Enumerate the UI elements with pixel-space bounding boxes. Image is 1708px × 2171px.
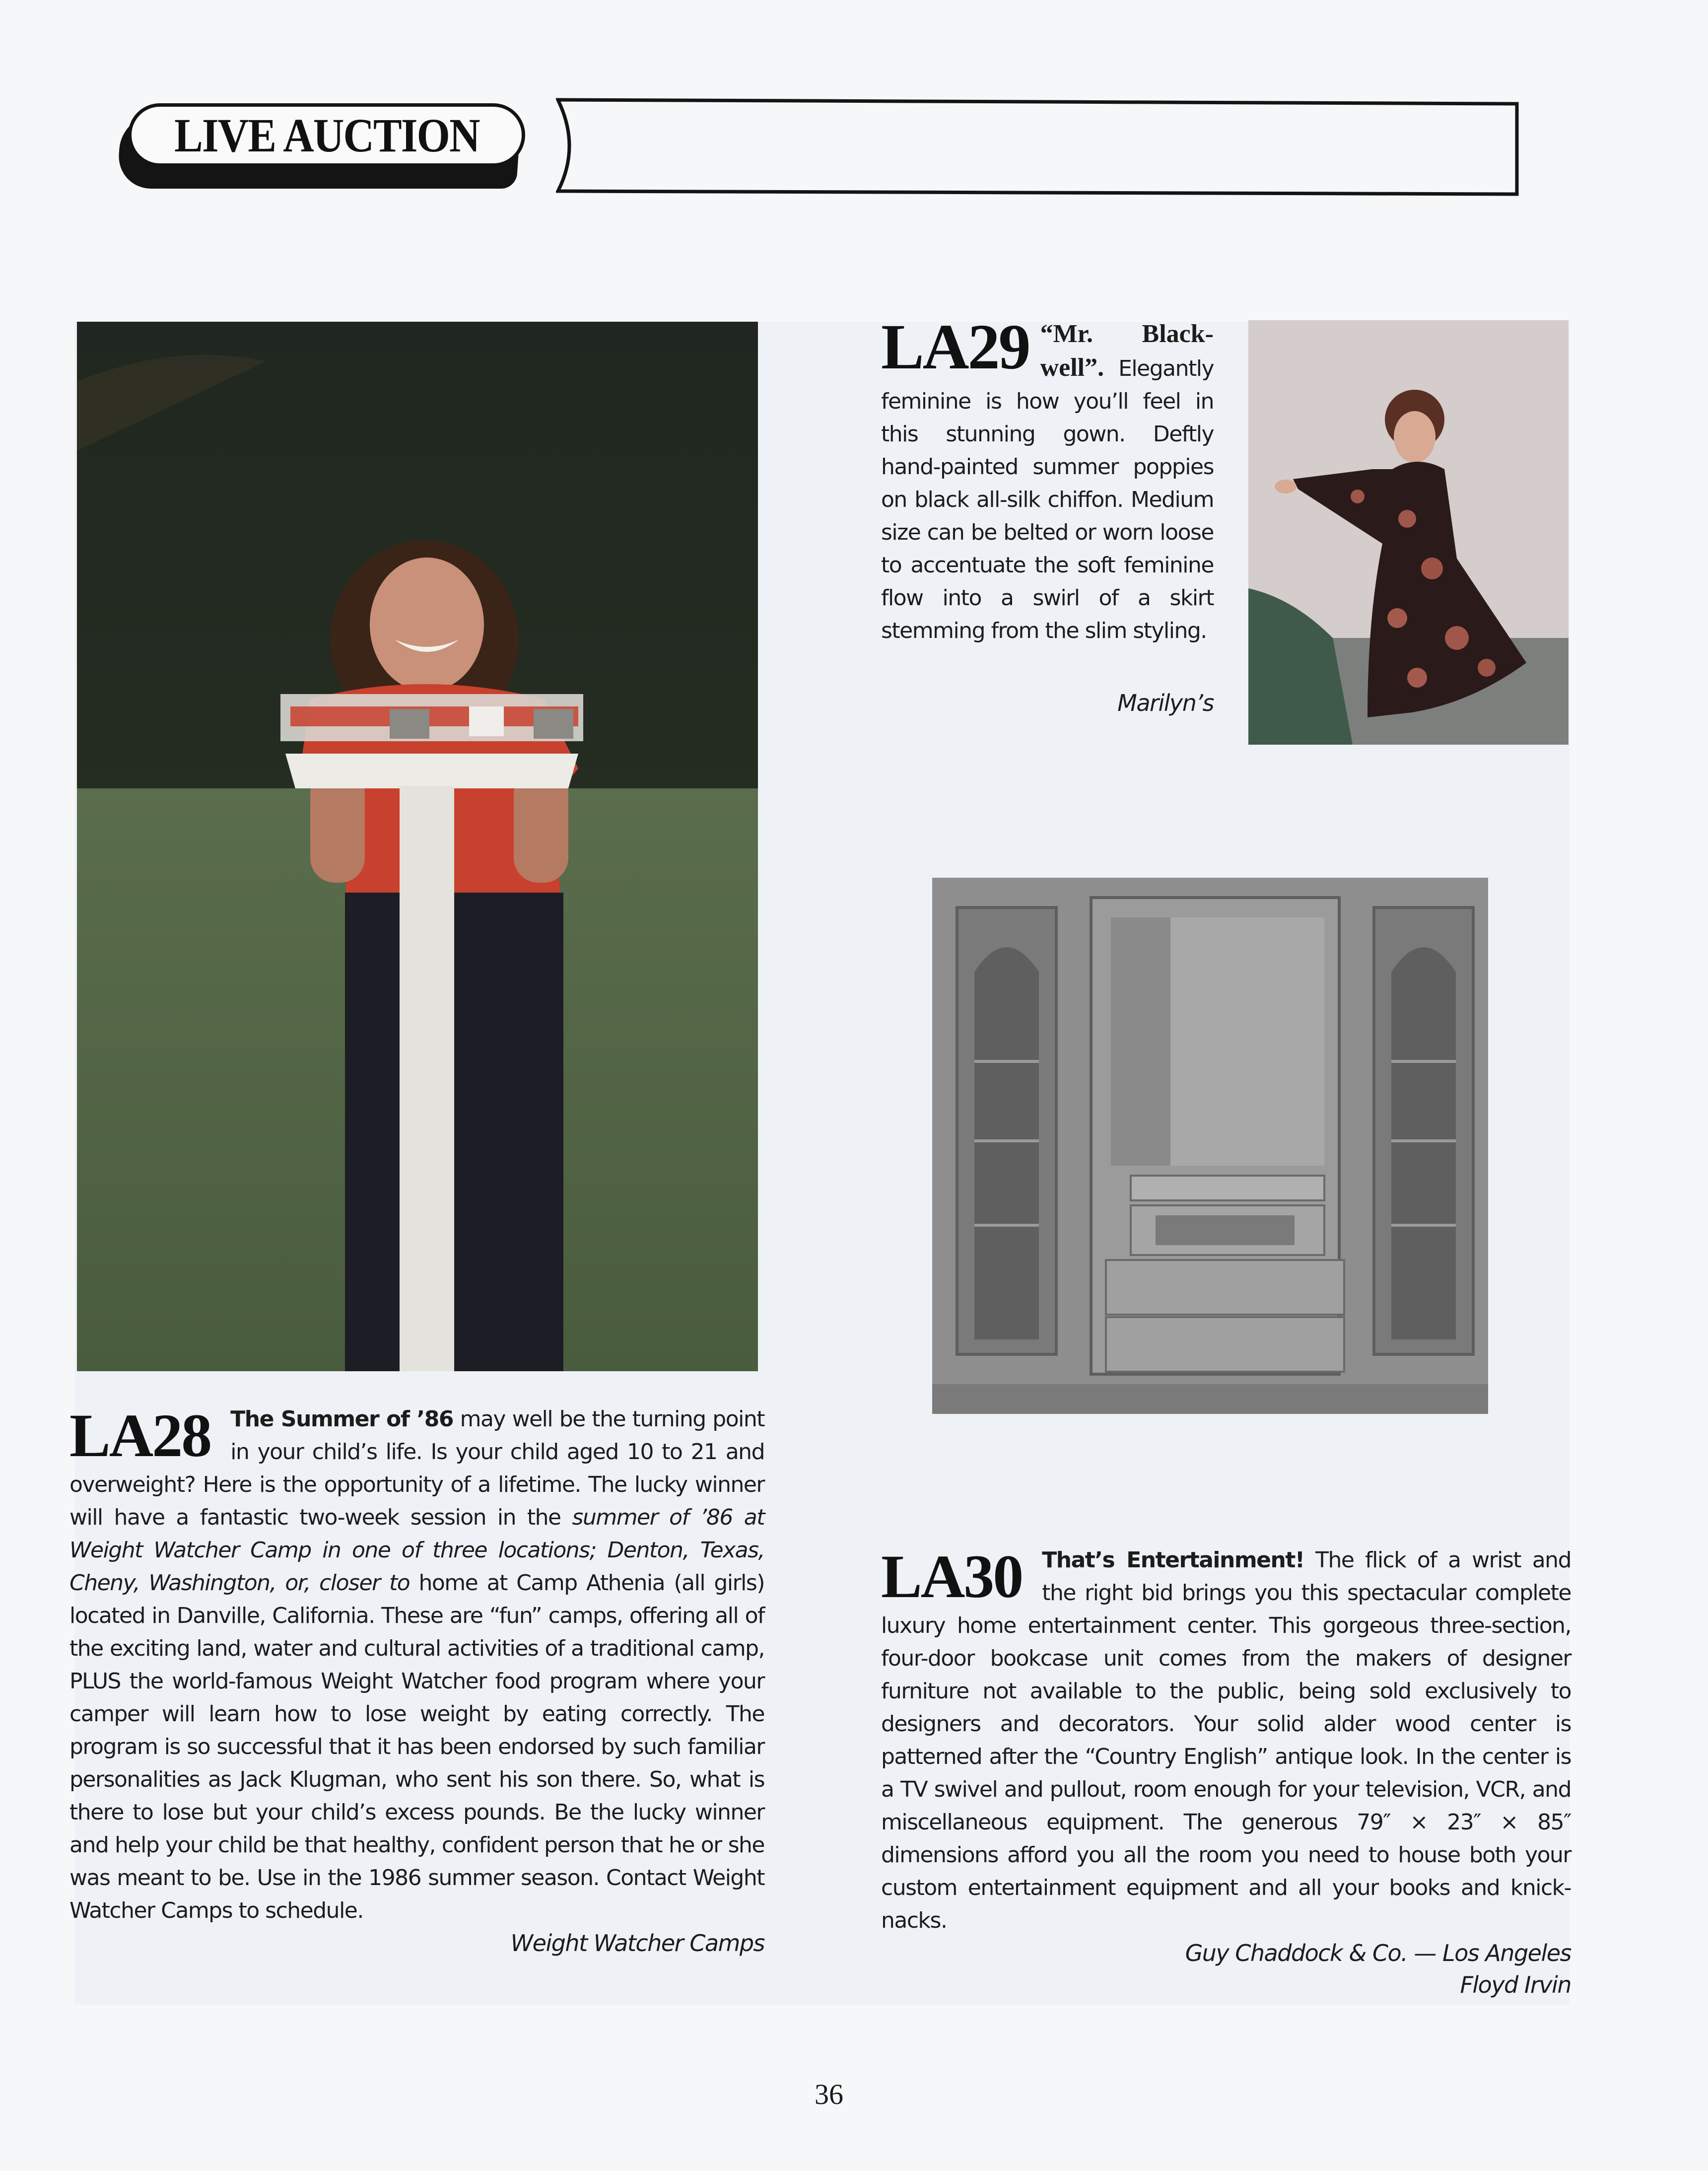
lot-donor-1: Guy Chaddock & Co. — Los Angeles — [1185, 1940, 1571, 1966]
lot-donor-2: Floyd Irvin — [1460, 1971, 1571, 1998]
lot-text-italic: summer of ’86 at Weight Watcher Camp in one of three locations; Denton, Texas, Cheny, Washington, or, closer to — [69, 1505, 764, 1596]
header-frame-outline — [556, 97, 1519, 196]
lot-text: Elegantly feminine is how you’ll feel in this stunning gown. Deftly hand-painted summer poppies on black all-silk chiffon. Medium size can be belted or worn loose to accentuate the soft feminine flow into a swirl of a skirt stemming from the slim styling. — [881, 356, 1214, 643]
lot-number: LA30 — [881, 1542, 1023, 1611]
lot-title: “Mr. Black-well”. — [1040, 320, 1214, 382]
lot-number: LA28 — [69, 1401, 211, 1470]
woman-in-gown-photo — [1248, 320, 1569, 745]
lot-text-part-1: may well be the turning point in your child’s life. Is your child aged 10 to 21 and overweight? Here is the opportunity of a lifetime. The lucky winner will have a fantastic two-week session in the — [69, 1406, 765, 1530]
section-header-badge — [119, 103, 536, 190]
lot-donor: Weight Watcher Camps — [510, 1930, 764, 1957]
header-frame — [556, 97, 1519, 196]
entertainment-center-photo — [927, 863, 1493, 1420]
lot-title: The Summer of ’86 — [230, 1406, 453, 1432]
lot-la29-description — [881, 311, 1214, 647]
lot-la30-description — [881, 1544, 1571, 1937]
lot-title: That’s Entertainment! — [1042, 1547, 1304, 1573]
woman-on-scale-photo — [77, 322, 758, 1371]
lot-donor: Marilyn’s — [1117, 690, 1214, 716]
lot-la28-description — [69, 1403, 764, 1927]
lot-number: LA29 — [881, 311, 1029, 383]
lot-text: The flick of a wrist and the right bid brings you this spectacular complete luxury home entertainment center. This gorgeous three-section, four-door bookcase unit comes from the makers of designer furniture not available to the public, being sold exclusively to designers and decorators. Your solid alder wood center is patterned after the “Country English” antique look. In the center is a TV swivel and pullout, room enough for your television, VCR, and miscellaneous equipment. The generous 79″ × 23″ × 85″ dimensions afford you all the room you need to house both your custom entertainment equipment and all your books and knick-nacks. — [881, 1547, 1571, 1933]
section-title: LIVE AUCTION — [174, 108, 479, 162]
lot-text-part-2: home at Camp Athenia (all girls) located in Danville, California. These are “fun” camps, offering all of the exciting land, water and cultural activities of a traditional camp, PLUS the world-famous Weight Watcher food program where your camper will learn how to lose weight by eating correctly. The program is so successful that it has been endorsed by such familiar personalities as Jack Klugman, who sent his son there. So, what is there to lose but your child’s excess pounds. Be the lucky winner and help your child be that healthy, confident person that he or she was meant to be. Use in the 1986 summer season. Contact Weight Watcher Camps to schedule. — [69, 1570, 764, 1923]
lot-la28 — [69, 1403, 764, 1959]
badge-face — [128, 103, 525, 167]
page-number: 36 — [815, 2078, 843, 2110]
lot-la29 — [881, 311, 1214, 719]
lot-la30 — [881, 1544, 1571, 2001]
